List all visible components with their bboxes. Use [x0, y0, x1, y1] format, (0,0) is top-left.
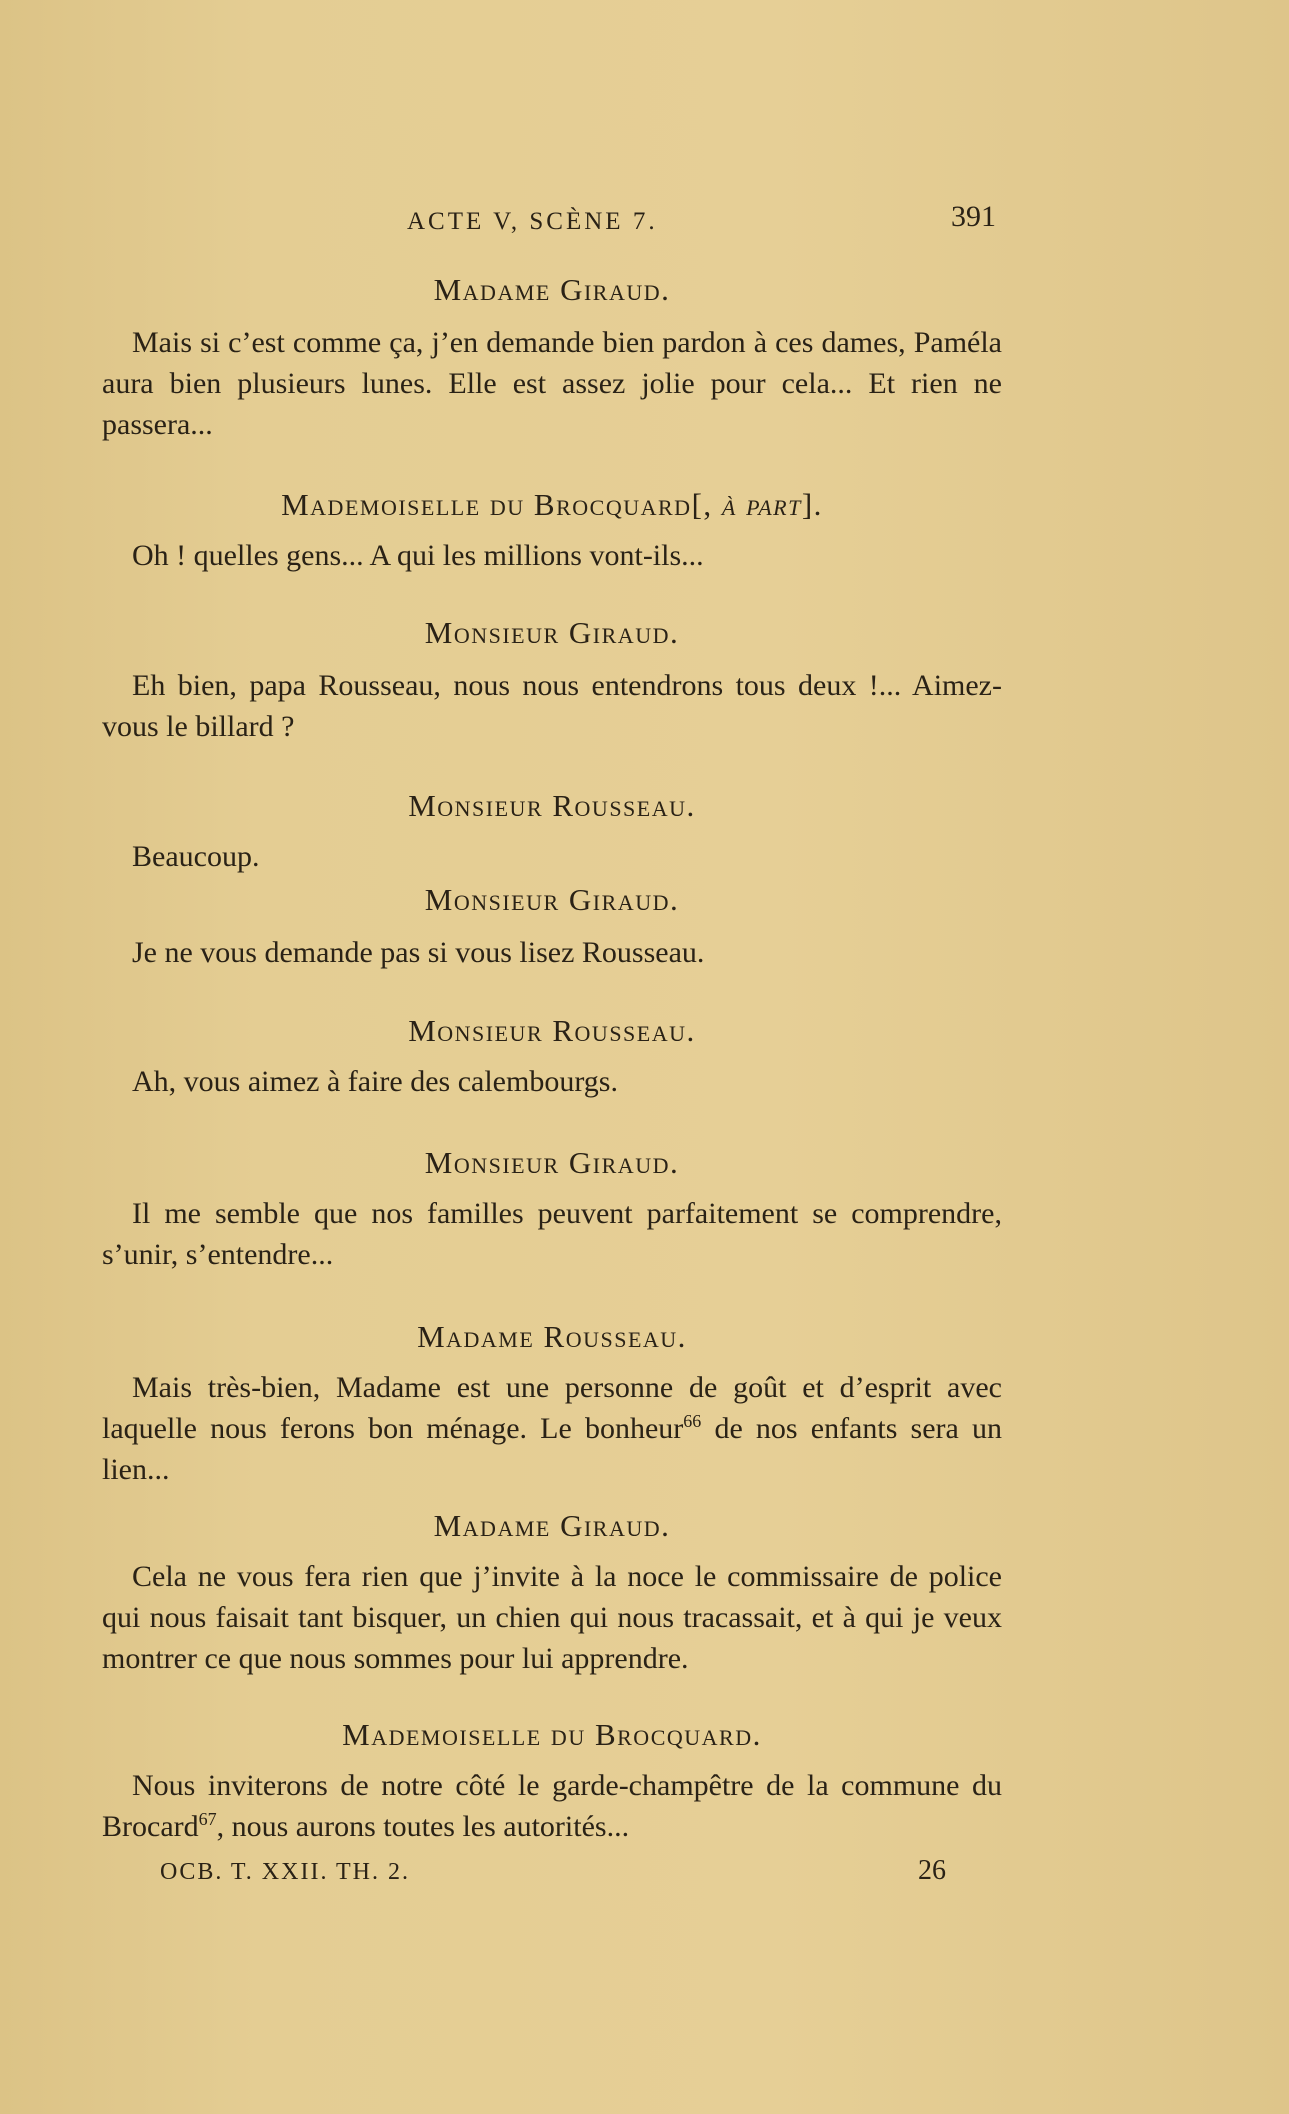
speaker-name: Madame Giraud.	[433, 272, 671, 307]
speaker-name: Monsieur Giraud.	[424, 882, 680, 917]
dialogue-block	[102, 1145, 1002, 1275]
speaker-name: Monsieur Rousseau.	[408, 788, 696, 823]
speaker-name	[102, 487, 1002, 523]
speaker-name: Monsieur Rousseau.	[408, 1013, 696, 1048]
speech-text	[102, 1765, 1002, 1847]
sheet-number: 26	[918, 1855, 946, 1886]
dialogue-block	[102, 1508, 1002, 1679]
speaker-name-text: Mademoiselle du Brocquard	[281, 487, 692, 522]
dialogue-block	[102, 487, 1002, 576]
dialogue-block	[102, 788, 1002, 877]
dialogue-block	[102, 1013, 1002, 1102]
dialogue-block	[102, 882, 1002, 973]
footnote-ref: 66	[683, 1411, 702, 1431]
speaker-name: Monsieur Giraud.	[424, 615, 680, 650]
speech-text: Eh bien, papa Rousseau, nous nous entendrons tous deux !... Aimez-vous le billard ?	[102, 669, 1002, 743]
speech-text: Beaucoup.	[132, 840, 260, 873]
running-title: ACTE V, SCÈNE 7.	[407, 208, 658, 235]
dialogue-block	[102, 615, 1002, 747]
speech-text: Cela ne vous fera rien que j’invite à la noce le commissaire de police qui nous faisait tant bisquer, un chien qui nous tracassait, et à qui je veux montrer ce que nous sommes pour lui apprendre.	[102, 1560, 1002, 1675]
speaker-name: Madame Rousseau.	[417, 1319, 687, 1354]
speech-text	[102, 1367, 1002, 1490]
speech-text-part: Mais très-bien, Madame est une personne de goût et d’esprit avec laquelle nous ferons bon ménage. Le bonheur	[102, 1371, 1002, 1445]
running-header	[102, 200, 1002, 240]
page-footer	[102, 1855, 1002, 1895]
dialogue-block	[102, 272, 1002, 445]
speaker-name: Madame Giraud.	[433, 1508, 671, 1543]
speech-text-part: de nos enfants sera un lien...	[102, 1412, 1002, 1486]
dialogue-block	[102, 1319, 1002, 1490]
speaker-name: Mademoiselle du Brocquard.	[342, 1717, 762, 1752]
speaker-name: Monsieur Giraud.	[424, 1145, 680, 1180]
speech-text: Je ne vous demande pas si vous lisez Rousseau.	[132, 936, 705, 969]
speech-text-part: Nous inviterons de notre côté le garde-champêtre de la commune du Brocard	[102, 1769, 1002, 1843]
speech-text-part: , nous aurons toutes les autorités...	[216, 1810, 630, 1843]
stage-direction-bracket-close: ].	[801, 487, 823, 522]
dialogue-block	[102, 1717, 1002, 1847]
speech-text: Ah, vous aimez à faire des calembourgs.	[132, 1065, 618, 1098]
speech-text: Oh ! quelles gens... A qui les millions vont-ils...	[132, 539, 704, 572]
speech-text: Mais si c’est comme ça, j’en demande bien pardon à ces dames, Paméla aura bien plusieurs lunes. Elle est assez jolie pour cela... Et rien ne passera...	[102, 326, 1002, 441]
page-number: 391	[951, 200, 996, 233]
footnote-ref: 67	[198, 1809, 217, 1829]
speech-text: Il me semble que nos familles peuvent parfaitement se comprendre, s’unir, s’entendre...	[102, 1197, 1002, 1271]
stage-direction-bracket-open: [,	[691, 487, 722, 522]
stage-direction: à part	[721, 487, 802, 522]
signature-mark: OCB. T. XXII. TH. 2.	[160, 1859, 410, 1885]
